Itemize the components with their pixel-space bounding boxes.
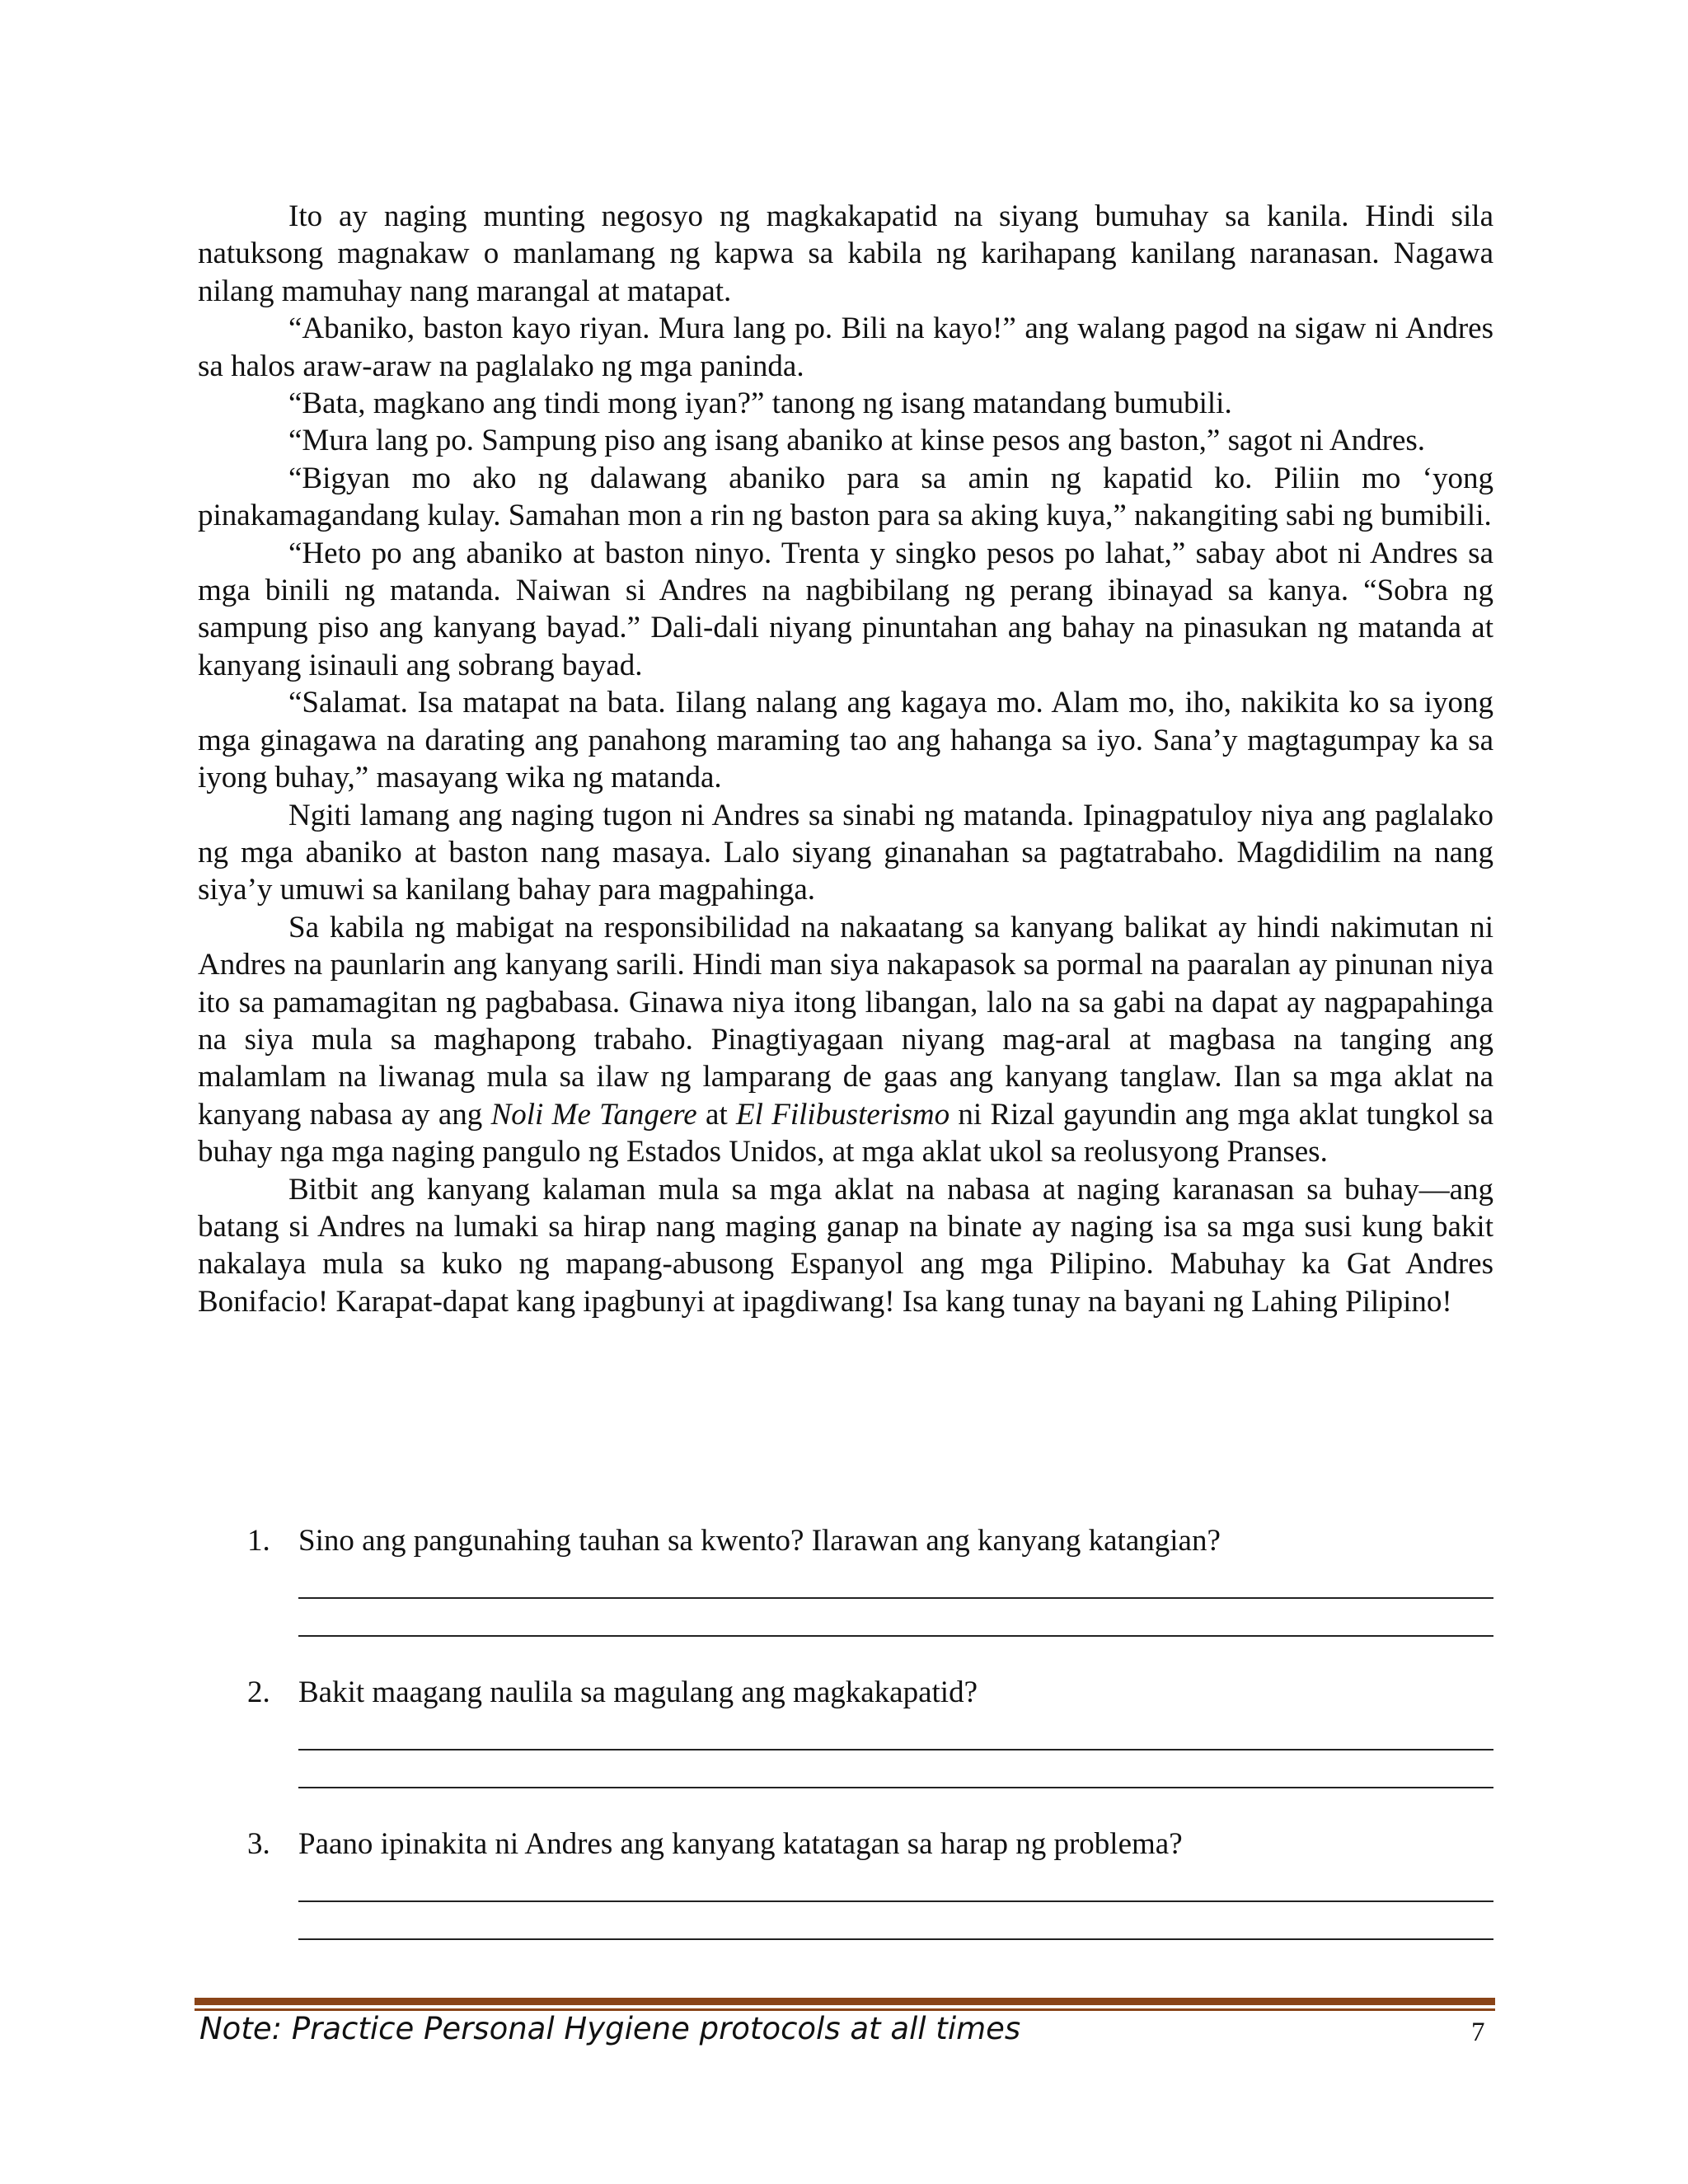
answer-line[interactable]: [298, 1597, 1493, 1599]
question-number: 2.: [247, 1675, 270, 1709]
answer-line[interactable]: [298, 1749, 1493, 1750]
story-paragraph: Bitbit ang kanyang kalaman mula sa mga aklat na nabasa at naging karanasan sa buhay—ang batang si Andres na lumaki sa hirap nang maging ganap na binate ay naging isa sa mga susi kung bakit nakalaya mula sa kuko ng mapang-abusong Espanyol ang mga Pilipino. Mabuhay ka Gat Andres Bonifacio! Karapat-dapat kang ipagbunyi at ipagdiwang! Isa kang tunay na bayani ng Lahing Pilipino!: [198, 1172, 1493, 1319]
book-title-noli: Noli Me Tangere: [490, 1097, 697, 1132]
story-paragraph: Ngiti lamang ang naging tugon ni Andres sa sinabi ng matanda. Ipinagpatuloy niya ang paglalako ng mga abaniko at baston nang masaya. Lalo siyang ginanahan sa pagtatrabaho. Magdidilim na nang siya’y umuwi sa kanilang bahay para magpahinga.: [198, 798, 1493, 907]
page-number: 7: [1471, 2018, 1485, 2047]
question-text: Paano ipinakita ni Andres ang kanyang katatagan sa harap ng problema?: [298, 1827, 1183, 1861]
paragraph-text: Sa kabila ng mabigat na responsibilidad na nakaatang sa kanyang balikat ay hindi nakimutan ni Andres na paunlarin ang kanyang sarili. Hindi man siya nakapasok sa pormal na paaralan ay pinunan niya ito sa pamamagitan ng pagbabasa. Ginawa niya itong libangan, lalo na sa gabi na dapat ay nagpapahinga na siya mula sa maghapong trabaho. Pinagtiyagaan niyang mag-aral at magbasa na tanging ang malamlam na liwanag mula sa ilaw ng lamparang de gaas ang kanyang tanglaw. Ilan sa mga aklat na kanyang nabasa ay ang: [198, 910, 1493, 1132]
story-paragraph: “Mura lang po. Sampung piso ang isang abaniko at kinse pesos ang baston,” sagot ni Andres.: [288, 424, 1426, 458]
footer-note: Note: Practice Personal Hygiene protocols at all times: [199, 2011, 1021, 2046]
footer-rule: [195, 1998, 1495, 2005]
question-text: Sino ang pangunahing tauhan sa kwento? Ilarawan ang kanyang katangian?: [298, 1524, 1221, 1558]
paragraph-text: at: [696, 1097, 737, 1132]
story-paragraph: “Heto po ang abaniko at baston ninyo. Trenta y singko pesos po lahat,” sabay abot ni Andres sa mga binili ng matanda. Naiwan si Andres na nagbibilang ng perang ibinayad sa kanya. “Sobra ng sampung piso ang kanyang bayad.” Dali-dali niyang pinuntahan ang bahay na pinasukan ng matanda at kanyang isinauli ang sobrang bayad.: [198, 536, 1493, 682]
story-paragraph: “Salamat. Isa matapat na bata. Iilang nalang ang kagaya mo. Alam mo, iho, nakikita ko sa iyong mga ginagawa na darating ang panahong maraming tao ang hahanga sa iyo. Sana’y magtagumpay ka sa iyong buhay,” masayang wika ng matanda.: [198, 686, 1493, 795]
story-paragraph: “Bata, magkano ang tindi mong iyan?” tanong ng isang matandang bumubili.: [288, 387, 1232, 421]
story-paragraph: Ito ay naging munting negosyo ng magkakapatid na siyang bumuhay sa kanila. Hindi sila natuksong magnakaw o manlamang ng kapwa sa kabila ng karihapang kanilang naranasan. Nagawa nilang mamuhay nang marangal at matapat.: [198, 199, 1493, 308]
story-paragraph: “Abaniko, baston kayo riyan. Mura lang po. Bili na kayo!” ang walang pagod na sigaw ni Andres sa halos araw-araw na paglalako ng mga paninda.: [198, 312, 1493, 383]
story-paragraph-books: [198, 909, 1493, 1171]
book-title-fili: El Filibusterismo: [736, 1097, 950, 1132]
question-number: 3.: [247, 1827, 270, 1861]
answer-line[interactable]: [298, 1900, 1493, 1902]
paragraph-text: ni Rizal gayundin ang mga aklat tungkol sa buhay nga mga naging pangulo ng Estados Unidos, at mga aklat ukol sa reolusyong Pranses.: [198, 1097, 1493, 1169]
answer-line[interactable]: [298, 1787, 1493, 1788]
answer-line[interactable]: [298, 1635, 1493, 1637]
answer-line[interactable]: [298, 1938, 1493, 1940]
question-number: 1.: [247, 1524, 270, 1558]
story-paragraph: “Bigyan mo ako ng dalawang abaniko para sa amin ng kapatid ko. Piliin mo ‘yong pinakamagandang kulay. Samahan mon a rin ng baston para sa aking kuya,” nakangiting sabi ng bumibili.: [198, 461, 1493, 533]
story-body: [198, 198, 1493, 1320]
question-text: Bakit maagang naulila sa magulang ang magkakapatid?: [298, 1675, 978, 1709]
